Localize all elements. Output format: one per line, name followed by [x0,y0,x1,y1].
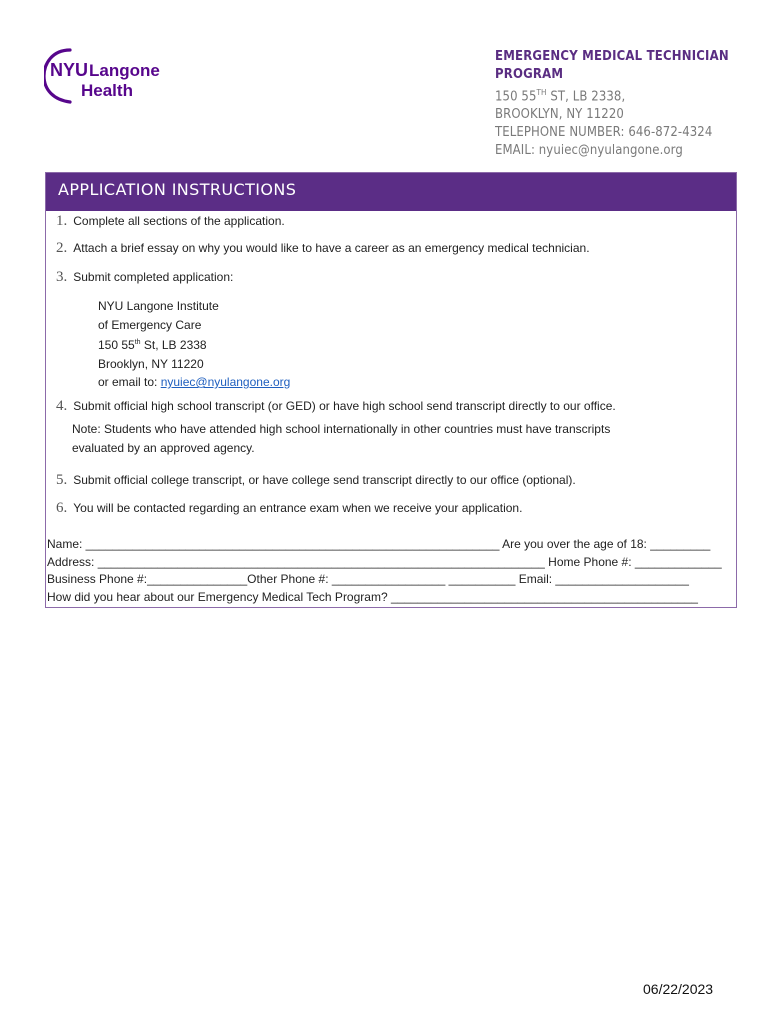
program-city: BROOKLYN, NY 11220 [495,107,624,123]
address-home-phone-row[interactable]: Address: ___________________________________________________________________ Home Phone #: _____________ [47,554,722,569]
note-line-2: evaluated by an approved agency. [72,441,255,455]
mailing-line-3: 150 55th St, LB 2338 [98,338,207,352]
phones-email-row[interactable]: Business Phone #:_______________Other Phone #: _________________ __________ Email: ____________________ [47,572,689,586]
nyu-langone-logo [44,46,174,104]
step-5: 5. Submit official college transcript, or have college send transcript directly to our office (optional). [56,472,576,488]
logo-text-health: Health [81,81,133,100]
email-link[interactable]: nyuiec@nyulangone.org [160,375,291,389]
logo-text-langone: Langone [89,61,160,80]
international-note [72,420,672,458]
name-age-row[interactable]: Name: ______________________________________________________________ Are you over the age of 18: _________ [47,537,711,551]
program-name-line2: PROGRAM [495,67,564,82]
program-telephone: TELEPHONE NUMBER: 646-872-4324 [495,125,713,141]
instructions-title: APPLICATION INSTRUCTIONS [46,173,736,211]
step-4: 4. Submit official high school transcript (or GED) or have high school send transcript directly to our office. [56,398,616,414]
mailing-address [98,297,290,392]
program-contact-block [495,48,755,160]
step-3: 3. Submit completed application: [56,269,234,285]
mailing-email-line: or email to: nyuiec@nyulangone.org [98,375,291,389]
logo-text-nyu: NYU [50,60,89,80]
mailing-line-4: Brooklyn, NY 11220 [98,356,204,371]
referral-source-row[interactable]: How did you hear about our Emergency Medical Tech Program? ______________________________________________ [47,589,698,604]
program-name-line1: EMERGENCY MEDICAL TECHNICIAN [495,49,729,64]
mailing-line-2: of Emergency Care [98,317,202,332]
mailing-line-1: NYU Langone Institute [98,299,219,313]
step-2: 2. Attach a brief essay on why you would like to have a career as an emergency medical technician. [56,240,590,256]
logo-mark [44,46,174,104]
program-email: EMAIL: nyuiec@nyulangone.org [495,143,683,159]
note-line-1: Note: Students who have attended high school internationally in other countries must have transcripts [72,422,611,436]
applicant-fields [47,536,737,606]
revision-date: 06/22/2023 [643,981,714,997]
program-address: 150 55TH ST, LB 2338, [495,88,626,105]
step-6: 6. You will be contacted regarding an entrance exam when we receive your application. [56,500,523,516]
step-1: 1. Complete all sections of the application. [56,213,285,229]
